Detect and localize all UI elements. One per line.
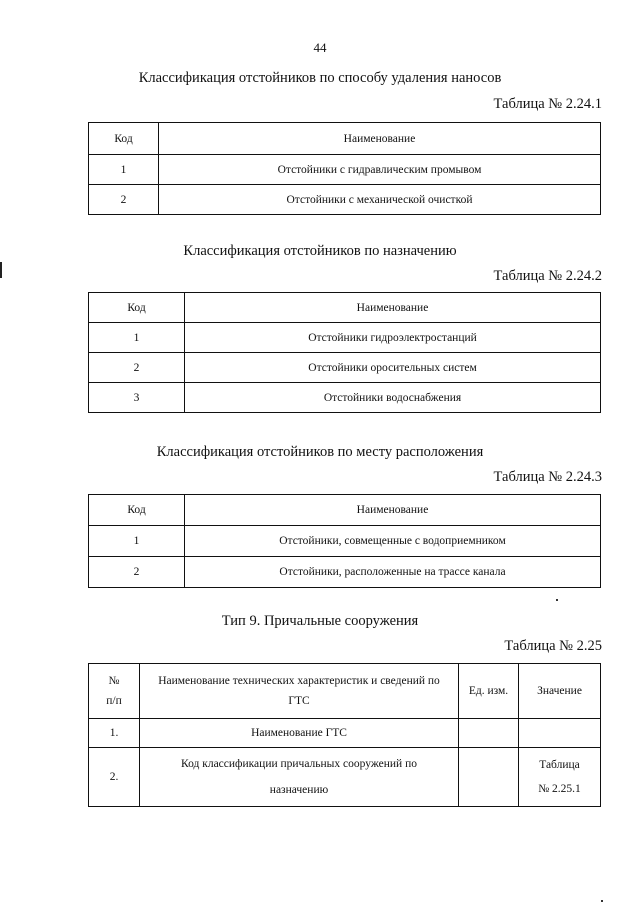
cell-value	[519, 748, 601, 807]
header-code: Код	[89, 495, 185, 526]
table-row	[89, 353, 601, 383]
header-name: Наименование	[159, 123, 601, 155]
header-unit: Ед. изм.	[459, 664, 519, 719]
cell-code: 1	[89, 155, 159, 185]
header-name-line2: ГТС	[288, 695, 310, 707]
header-number-line1: №	[108, 675, 120, 687]
cell-code: 2	[89, 185, 159, 215]
section-title: Классификация отстойников по способу удаления наносов	[138, 70, 502, 86]
section-title: Классификация отстойников по назначению	[183, 243, 457, 259]
scan-dot	[556, 599, 558, 601]
classification-table	[88, 494, 601, 588]
table-row	[89, 557, 601, 588]
table-number: Таблица № 2.25	[504, 638, 602, 654]
scan-dot	[601, 900, 603, 902]
cell-code: 1	[89, 526, 185, 557]
page-number: 44	[313, 40, 327, 55]
cell-name-line2: назначению	[269, 784, 329, 796]
table-header-row	[89, 664, 601, 719]
classification-table	[88, 122, 601, 215]
section-title: Классификация отстойников по месту расположения	[156, 444, 484, 460]
cell-name: Отстойники, расположенные на трассе канала	[185, 557, 601, 588]
header-code: Код	[89, 293, 185, 323]
cell-code: 1	[89, 323, 185, 353]
table-header-row	[89, 123, 601, 155]
cell-value-line2: № 2.25.1	[538, 783, 581, 795]
cell-name: Отстойники с гидравлическим промывом	[159, 155, 601, 185]
cell-name: Отстойники гидроэлектростанций	[185, 323, 601, 353]
table-row	[89, 719, 601, 748]
cell-name-line1: Код классификации причальных сооружений по	[181, 758, 417, 770]
cell-name: Отстойники водоснабжения	[185, 383, 601, 413]
table-header-row	[89, 293, 601, 323]
cell-name: Отстойники с механической очисткой	[159, 185, 601, 215]
cell-value-line1: Таблица	[539, 759, 580, 771]
table-row	[89, 185, 601, 215]
table-row	[89, 383, 601, 413]
table-row	[89, 323, 601, 353]
table-number: Таблица № 2.24.3	[493, 469, 602, 485]
characteristics-table	[88, 663, 601, 807]
table-header-row	[89, 495, 601, 526]
header-name: Наименование	[185, 293, 601, 323]
cell-code: 3	[89, 383, 185, 413]
classification-table	[88, 292, 601, 413]
cell-number: 2.	[89, 748, 140, 807]
table-number: Таблица № 2.24.2	[493, 268, 602, 284]
cell-name: Наименование ГТС	[140, 719, 459, 748]
cell-code: 2	[89, 557, 185, 588]
cell-name	[140, 748, 459, 807]
cell-code: 2	[89, 353, 185, 383]
header-number-line2: п/п	[106, 695, 122, 707]
header-name: Наименование	[185, 495, 601, 526]
table-row	[89, 748, 601, 807]
cell-unit	[459, 748, 519, 807]
header-code: Код	[89, 123, 159, 155]
section-title: Тип 9. Причальные сооружения	[221, 613, 419, 629]
scan-edge-mark	[0, 262, 2, 278]
table-number: Таблица № 2.24.1	[493, 96, 602, 112]
cell-name: Отстойники оросительных систем	[185, 353, 601, 383]
cell-name: Отстойники, совмещенные с водоприемником	[185, 526, 601, 557]
header-number	[89, 664, 140, 719]
header-name	[140, 664, 459, 719]
cell-value	[519, 719, 601, 748]
header-value: Значение	[519, 664, 601, 719]
cell-unit	[459, 719, 519, 748]
cell-number: 1.	[89, 719, 140, 748]
table-row	[89, 526, 601, 557]
table-row	[89, 155, 601, 185]
header-name-line1: Наименование технических характеристик и сведений по	[158, 675, 440, 687]
